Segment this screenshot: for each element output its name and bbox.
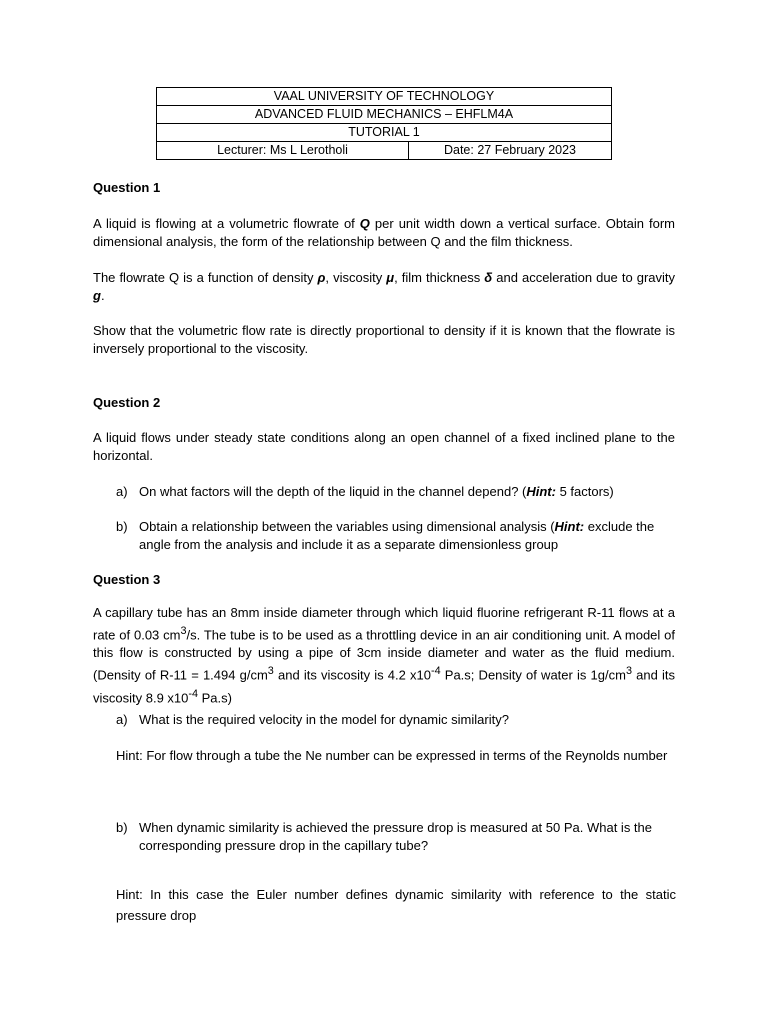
q1-paragraph-3: Show that the volumetric flow rate is directly proportional to density if it is known that the flowrate is inversely proportional to the viscosity. [93, 323, 675, 356]
q3-item-b: b) When dynamic similarity is achieved the pressure drop is measured at 50 Pa. What is the corresponding pressure drop in the capillary tube? [116, 820, 653, 853]
q3-hint-1: Hint: For flow through a tube the Ne number can be expressed in terms of the Reynolds number [116, 748, 668, 763]
lecturer-cell: Lecturer: Ms L Lerotholi [157, 142, 409, 160]
q3-hint-2: Hint: In this case the Euler number defines dynamic similarity with reference to the static pressure drop [116, 887, 676, 923]
question-3-heading: Question 3 [93, 572, 161, 587]
q1-paragraph-2: The flowrate Q is a function of density ρ, viscosity μ, film thickness δ and acceleration due to gravity g. [93, 270, 676, 303]
q2-item-b: b) Obtain a relationship between the variables using dimensional analysis (Hint: exclude the angle from the analysis and include it as a separate dimensionless group [116, 519, 655, 552]
q1-paragraph-1: A liquid is flowing at a volumetric flowrate of Q per unit width down a vertical surface. Obtain form dimensional analysis, the form of the relationship between Q and the film thickness. [93, 216, 676, 249]
course-title: ADVANCED FLUID MECHANICS – EHFLM4A [157, 106, 612, 124]
question-1-heading: Question 1 [93, 180, 161, 195]
q3-item-a: a) What is the required velocity in the model for dynamic similarity? [116, 712, 509, 727]
tutorial-title: TUTORIAL 1 [157, 124, 612, 142]
university-name: VAAL UNIVERSITY OF TECHNOLOGY [157, 88, 612, 106]
date-cell: Date: 27 February 2023 [409, 142, 612, 160]
question-2-heading: Question 2 [93, 395, 161, 410]
q3-paragraph-1: A capillary tube has an 8mm inside diameter through which liquid fluorine refrigerant R-11 flows at a rate of 0.03 $cm^3/s$. The tube is to be used as a throttling device in an air conditioning unit. A model of this flow is constructed by using a pipe of 3cm inside diameter and water as the fluid medium. (Density of R-11 = 1.494 $g/cm^3$ and its viscosity is 4.2 $x10^{-4}$ Pa.s; Density of water is $1g/cm^3$ and its viscosity 8.9 $x10^{-4}$ Pa.s) [93, 605, 675, 705]
header-table [156, 87, 612, 160]
q2-item-a: a) On what factors will the depth of the liquid in the channel depend? (Hint: 5 factors) [116, 484, 614, 499]
q2-paragraph-1: A liquid flows under steady state conditions along an open channel of a fixed inclined plane to the horizontal. [93, 430, 675, 463]
